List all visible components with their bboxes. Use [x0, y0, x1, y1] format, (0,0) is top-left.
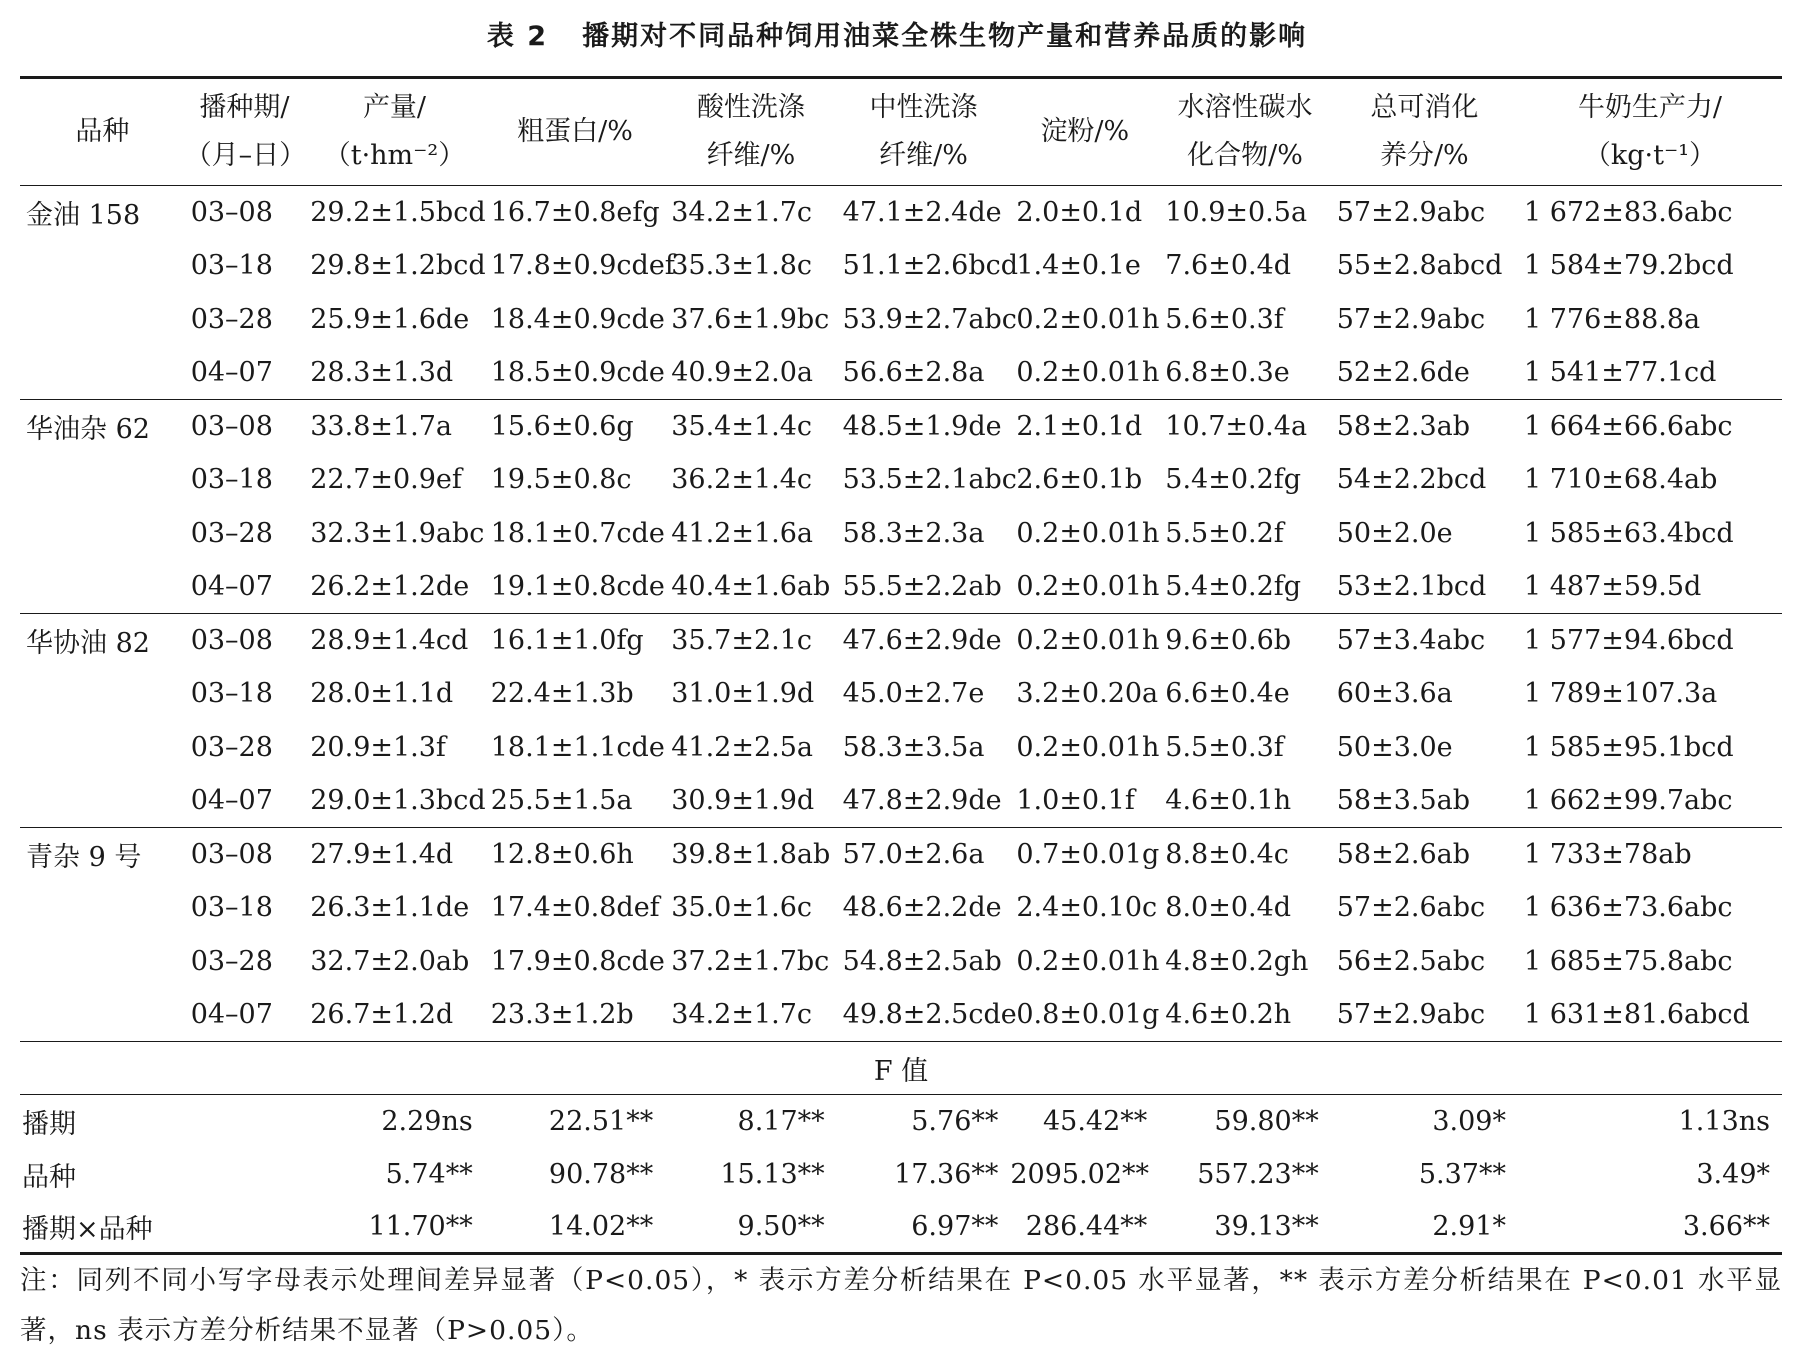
value-cell: 17.9±0.8cde — [490, 945, 665, 977]
f-value-cell: 22.51** — [548, 1105, 654, 1137]
sowing-date-cell: 04–07 — [185, 774, 305, 828]
value-cell: 0.2±0.01h — [1016, 517, 1160, 549]
table-row — [20, 186, 1782, 240]
value-cell: 0.2±0.01h — [1010, 560, 1159, 614]
value-cell: 16.1±1.0fg — [490, 625, 644, 656]
column-header-line: 中性洗涤 — [869, 92, 978, 123]
variety-cell — [20, 881, 185, 935]
value-cell: 18.4±0.9cde — [490, 303, 665, 335]
value-cell: 7.6±0.4d — [1165, 250, 1292, 282]
value-cell: 5.5±0.3f — [1165, 731, 1284, 763]
value-cell: 26.2±1.2de — [304, 560, 484, 614]
sowing-date-cell: 04–07 — [185, 346, 305, 400]
empty-cell — [185, 1148, 305, 1201]
sowing-date-cell: 04–07 — [185, 560, 305, 614]
column-header — [1010, 78, 1159, 186]
value-cell: 56±2.5abc — [1336, 945, 1486, 977]
value-cell: 54±2.2bcd — [1336, 464, 1487, 496]
column-header-line: 化合物/% — [1187, 140, 1303, 171]
value-cell: 29.0±1.3bcd — [304, 774, 484, 828]
value-cell: 1 733±78ab — [1523, 839, 1692, 870]
value-cell: 28.3±1.3d — [304, 346, 484, 400]
value-cell: 0.2±0.01h — [1010, 346, 1159, 400]
value-cell: 1 710±68.4ab — [1523, 464, 1718, 496]
value-cell: 27.9±1.4d — [310, 839, 454, 870]
variety-cell: 华油杂 62 — [26, 414, 150, 445]
value-cell: 33.8±1.7a — [310, 411, 453, 442]
value-cell: 47.8±2.9de — [837, 774, 1011, 828]
value-cell: 50±3.0e — [1336, 731, 1453, 763]
value-cell: 58±3.5ab — [1331, 774, 1518, 828]
column-header — [20, 78, 185, 186]
value-cell: 8.0±0.4d — [1165, 892, 1292, 924]
value-cell: 41.2±1.6a — [671, 517, 813, 549]
value-cell: 2.1±0.1d — [1016, 411, 1143, 442]
table-row — [20, 881, 1782, 935]
empty-cell — [185, 1095, 305, 1148]
value-cell: 1 541±77.1cd — [1518, 346, 1782, 400]
column-header — [837, 78, 1011, 186]
table-header — [20, 78, 1782, 186]
value-cell: 9.6±0.6b — [1165, 625, 1292, 656]
table-row — [20, 400, 1782, 454]
value-cell: 10.7±0.4a — [1165, 411, 1308, 442]
value-cell: 16.7±0.8efg — [490, 197, 660, 228]
value-cell: 60±3.6a — [1336, 678, 1453, 710]
variety-cell — [20, 721, 185, 775]
column-header — [485, 78, 665, 186]
value-cell: 53±2.1bcd — [1331, 560, 1518, 614]
variety-cell — [20, 293, 185, 347]
value-cell: 1 636±73.6abc — [1523, 892, 1733, 924]
sowing-date-cell: 03–28 — [190, 731, 273, 763]
value-cell: 0.2±0.01h — [1016, 625, 1160, 656]
value-cell: 58±2.6ab — [1336, 839, 1471, 870]
value-cell: 6.6±0.4e — [1165, 678, 1290, 710]
f-value-cell: 45.42** — [1042, 1105, 1148, 1137]
value-cell: 48.6±2.2de — [842, 892, 1002, 924]
f-value-cell: 2.91* — [1331, 1201, 1518, 1254]
value-cell: 32.3±1.9abc — [310, 517, 485, 549]
value-cell: 57.0±2.6a — [842, 839, 985, 870]
value-cell: 51.1±2.6bcd — [842, 250, 1019, 282]
f-value-cell: 3.66** — [1518, 1201, 1782, 1254]
value-cell: 4.6±0.1h — [1159, 774, 1330, 828]
column-header — [1331, 78, 1518, 186]
column-header-line: 水溶性碳水 — [1177, 92, 1313, 123]
value-cell: 52±2.6de — [1331, 346, 1518, 400]
f-row-label: 品种 — [22, 1161, 76, 1193]
value-cell: 50±2.0e — [1336, 517, 1453, 549]
value-cell: 39.8±1.8ab — [671, 839, 831, 870]
value-cell: 40.4±1.6ab — [665, 560, 836, 614]
value-cell: 1 631±81.6abcd — [1518, 988, 1782, 1042]
value-cell: 29.8±1.2bcd — [310, 250, 486, 282]
value-cell: 4.6±0.2h — [1159, 988, 1330, 1042]
value-cell: 26.7±1.2d — [304, 988, 484, 1042]
value-cell: 28.9±1.4cd — [310, 625, 469, 656]
empty-cell — [185, 1201, 305, 1254]
value-cell: 19.1±0.8cde — [485, 560, 665, 614]
value-cell: 25.5±1.5a — [485, 774, 665, 828]
sowing-date-cell: 03–28 — [190, 945, 273, 977]
value-cell: 2.0±0.1d — [1016, 197, 1143, 228]
table-row — [20, 239, 1782, 293]
value-cell: 0.2±0.01h — [1016, 945, 1160, 977]
column-header-line: （kg·t⁻¹） — [1583, 140, 1717, 171]
value-cell: 53.5±2.1abc — [842, 464, 1017, 496]
value-cell: 58±2.3ab — [1336, 411, 1471, 442]
variety-cell — [20, 453, 185, 507]
results-table — [20, 76, 1782, 1255]
value-cell: 53.9±2.7abc — [842, 303, 1017, 335]
value-cell: 5.6±0.3f — [1165, 303, 1284, 335]
f-value-cell: 6.97** — [837, 1201, 1011, 1254]
variety-cell: 华协油 82 — [26, 628, 150, 659]
value-cell: 29.2±1.5bcd — [310, 197, 486, 228]
value-cell: 28.0±1.1d — [310, 678, 454, 710]
f-value-cell: 5.74** — [385, 1158, 473, 1190]
table-note: 注：同列不同小写字母表示处理间差异显著（P<0.05），* 表示方差分析结果在 P<0.05 水平显著，** 表示方差分析结果在 P<0.01 水平显著，ns 表示方差分析结果不显著（P>0.05）。 — [20, 1265, 1782, 1346]
value-cell: 1 776±88.8a — [1523, 303, 1701, 335]
value-cell: 1 789±107.3a — [1523, 678, 1718, 710]
value-cell: 20.9±1.3f — [310, 731, 446, 763]
sowing-date-cell: 03–18 — [190, 250, 273, 282]
f-value-row — [20, 1148, 1782, 1201]
variety-cell — [20, 239, 185, 293]
value-cell: 18.1±1.1cde — [490, 731, 665, 763]
value-cell: 1 487±59.5d — [1518, 560, 1782, 614]
f-value-cell: 1.13ns — [1678, 1105, 1770, 1137]
table-row — [20, 560, 1782, 614]
value-cell: 18.5±0.9cde — [485, 346, 665, 400]
variety-group — [20, 828, 1782, 1042]
value-cell: 8.8±0.4c — [1165, 839, 1289, 870]
f-value-cell: 3.09* — [1432, 1105, 1506, 1137]
f-value-cell: 2095.02** — [1010, 1158, 1150, 1190]
table-title: 播期对不同品种饲用油菜全株生物产量和营养品质的影响 — [582, 21, 1308, 52]
value-cell: 2.6±0.1b — [1016, 464, 1143, 496]
f-value-title: F 值 — [20, 1042, 1782, 1095]
table-row — [20, 507, 1782, 561]
variety-cell — [20, 507, 185, 561]
value-cell: 5.5±0.2f — [1165, 517, 1284, 549]
sowing-date-cell: 03–18 — [190, 464, 273, 496]
table-caption — [0, 14, 1794, 53]
value-cell: 35.3±1.8c — [671, 250, 813, 282]
value-cell: 10.9±0.5a — [1165, 197, 1308, 228]
value-cell: 35.0±1.6c — [671, 892, 813, 924]
value-cell: 2.4±0.10c — [1016, 892, 1158, 924]
value-cell: 1 662±99.7abc — [1518, 774, 1782, 828]
f-row-label: 播期×品种 — [20, 1201, 185, 1254]
header-row — [20, 78, 1782, 186]
value-cell: 22.4±1.3b — [490, 678, 634, 710]
table-row — [20, 453, 1782, 507]
column-header — [665, 78, 836, 186]
column-header-line: 纤维/% — [879, 140, 968, 171]
variety-cell — [20, 988, 185, 1042]
value-cell: 48.5±1.9de — [842, 411, 1002, 442]
f-value-row — [20, 1095, 1782, 1148]
value-cell: 45.0±2.7e — [842, 678, 985, 710]
table-number: 表 2 — [486, 21, 549, 52]
value-cell: 54.8±2.5ab — [842, 945, 1002, 977]
value-cell: 3.2±0.20a — [1016, 678, 1159, 710]
f-value-cell: 17.36** — [894, 1158, 999, 1190]
value-cell: 1.0±0.1f — [1010, 774, 1159, 828]
value-cell: 1 584±79.2bcd — [1523, 250, 1734, 282]
value-cell: 5.4±0.2fg — [1165, 464, 1302, 496]
sowing-date-cell: 03–08 — [190, 411, 273, 442]
f-value-cell: 3.49* — [1696, 1158, 1770, 1190]
value-cell: 17.4±0.8def — [490, 892, 660, 924]
f-value-cell: 5.76** — [911, 1105, 999, 1137]
value-cell: 56.6±2.8a — [837, 346, 1011, 400]
value-cell: 41.2±2.5a — [671, 731, 813, 763]
column-header-line: 总可消化 — [1370, 92, 1479, 123]
table-row — [20, 988, 1782, 1042]
value-cell: 37.6±1.9bc — [671, 303, 830, 335]
table-row — [20, 667, 1782, 721]
value-cell: 31.0±1.9d — [671, 678, 815, 710]
value-cell: 47.6±2.9de — [842, 625, 1002, 656]
value-cell: 1 685±75.8abc — [1523, 945, 1733, 977]
f-value-cell: 90.78** — [548, 1158, 654, 1190]
value-cell: 47.1±2.4de — [842, 197, 1002, 228]
f-value-cell: 286.44** — [1010, 1201, 1159, 1254]
value-cell: 1 585±63.4bcd — [1523, 517, 1734, 549]
variety-cell — [20, 774, 185, 828]
variety-cell — [20, 346, 185, 400]
value-cell: 5.4±0.2fg — [1159, 560, 1330, 614]
value-cell: 32.7±2.0ab — [310, 945, 470, 977]
column-header-line: 养分/% — [1379, 140, 1469, 171]
value-cell: 57±2.9abc — [1331, 988, 1518, 1042]
value-cell: 57±3.4abc — [1336, 625, 1486, 656]
variety-group — [20, 614, 1782, 828]
column-header-line: 酸性洗涤 — [696, 92, 805, 123]
value-cell: 22.7±0.9ef — [310, 464, 462, 496]
f-value-cell: 5.37** — [1418, 1158, 1506, 1190]
column-header — [1159, 78, 1330, 186]
variety-cell — [20, 560, 185, 614]
value-cell: 1.4±0.1e — [1016, 250, 1141, 282]
table-row — [20, 721, 1782, 775]
value-cell: 1 672±83.6abc — [1523, 197, 1733, 228]
table-row — [20, 828, 1782, 882]
column-header-line: 纤维/% — [706, 140, 796, 171]
value-cell: 0.2±0.01h — [1016, 731, 1160, 763]
column-header-line: 牛奶生产力/ — [1577, 92, 1723, 123]
value-cell: 55±2.8abcd — [1336, 250, 1503, 282]
f-value-cell: 39.13** — [1159, 1201, 1330, 1254]
value-cell: 34.2±1.7c — [665, 988, 836, 1042]
value-cell: 37.2±1.7bc — [671, 945, 830, 977]
sowing-date-cell: 03–18 — [190, 892, 273, 924]
variety-cell: 金油 158 — [26, 200, 141, 231]
value-cell: 40.9±2.0a — [665, 346, 836, 400]
value-cell: 25.9±1.6de — [310, 303, 470, 335]
value-cell: 0.7±0.01g — [1016, 839, 1160, 870]
value-cell: 34.2±1.7c — [671, 197, 813, 228]
f-value-cell: 8.17** — [737, 1105, 825, 1137]
f-value-row — [20, 1201, 1782, 1254]
value-cell: 36.2±1.4c — [671, 464, 813, 496]
table-row — [20, 346, 1782, 400]
variety-cell — [20, 667, 185, 721]
variety-cell — [20, 935, 185, 989]
value-cell: 58.3±2.3a — [842, 517, 985, 549]
value-cell: 6.8±0.3e — [1159, 346, 1330, 400]
column-header-line: 粗蛋白/% — [517, 116, 633, 147]
value-cell: 1 585±95.1bcd — [1523, 731, 1734, 763]
table-row — [20, 614, 1782, 668]
table-row — [20, 293, 1782, 347]
value-cell: 17.8±0.9cdef — [490, 250, 675, 282]
value-cell: 35.7±2.1c — [671, 625, 813, 656]
value-cell: 23.3±1.2b — [485, 988, 665, 1042]
table-row — [20, 935, 1782, 989]
value-cell: 57±2.6abc — [1336, 892, 1486, 924]
value-cell: 57±2.9abc — [1336, 303, 1486, 335]
value-cell: 0.2±0.01h — [1016, 303, 1160, 335]
column-header-line: 淀粉/% — [1040, 116, 1130, 147]
f-value-cell: 557.23** — [1197, 1158, 1319, 1190]
variety-group — [20, 186, 1782, 400]
f-value-cell: 15.13** — [720, 1158, 825, 1190]
value-cell: 58.3±3.5a — [842, 731, 985, 763]
column-header — [1518, 78, 1782, 186]
value-cell: 0.8±0.01g — [1010, 988, 1159, 1042]
variety-group — [20, 400, 1782, 614]
sowing-date-cell: 03–28 — [190, 303, 273, 335]
value-cell: 15.6±0.6g — [490, 411, 634, 442]
value-cell: 30.9±1.9d — [665, 774, 836, 828]
f-value-cell: 9.50** — [665, 1201, 836, 1254]
f-value-cell: 11.70** — [304, 1201, 484, 1254]
column-header-line: 品种 — [75, 116, 130, 147]
value-cell: 1 577±94.6bcd — [1523, 625, 1734, 656]
table-row — [20, 774, 1782, 828]
f-row-label: 播期 — [22, 1108, 76, 1140]
value-cell: 19.5±0.8c — [490, 464, 632, 496]
sowing-date-cell: 03–18 — [190, 678, 273, 710]
column-header-line: 播种期/ — [199, 92, 290, 123]
value-cell: 1 664±66.6abc — [1523, 411, 1733, 442]
sowing-date-cell: 03–28 — [190, 517, 273, 549]
value-cell: 35.4±1.4c — [671, 411, 813, 442]
value-cell: 4.8±0.2gh — [1165, 945, 1309, 977]
column-header — [304, 78, 484, 186]
value-cell: 18.1±0.7cde — [490, 517, 665, 549]
value-cell: 26.3±1.1de — [310, 892, 470, 924]
value-cell: 12.8±0.6h — [490, 839, 634, 870]
column-header-line: （t·hm⁻²） — [323, 140, 466, 171]
variety-cell: 青杂 9 号 — [26, 842, 142, 873]
column-header-line: （月–日） — [184, 140, 307, 171]
column-header-line: 产量/ — [362, 92, 427, 123]
f-value-section — [20, 1042, 1782, 1254]
sowing-date-cell: 04–07 — [185, 988, 305, 1042]
sowing-date-cell: 03–08 — [190, 839, 273, 870]
sowing-date-cell: 03–08 — [190, 197, 273, 228]
value-cell: 55.5±2.2ab — [837, 560, 1011, 614]
column-header — [185, 78, 305, 186]
f-value-cell: 14.02** — [485, 1201, 665, 1254]
value-cell: 57±2.9abc — [1336, 197, 1486, 228]
sowing-date-cell: 03–08 — [190, 625, 273, 656]
value-cell: 49.8±2.5cde — [837, 988, 1011, 1042]
f-value-cell: 59.80** — [1214, 1105, 1319, 1137]
f-value-cell: 2.29ns — [381, 1105, 473, 1137]
